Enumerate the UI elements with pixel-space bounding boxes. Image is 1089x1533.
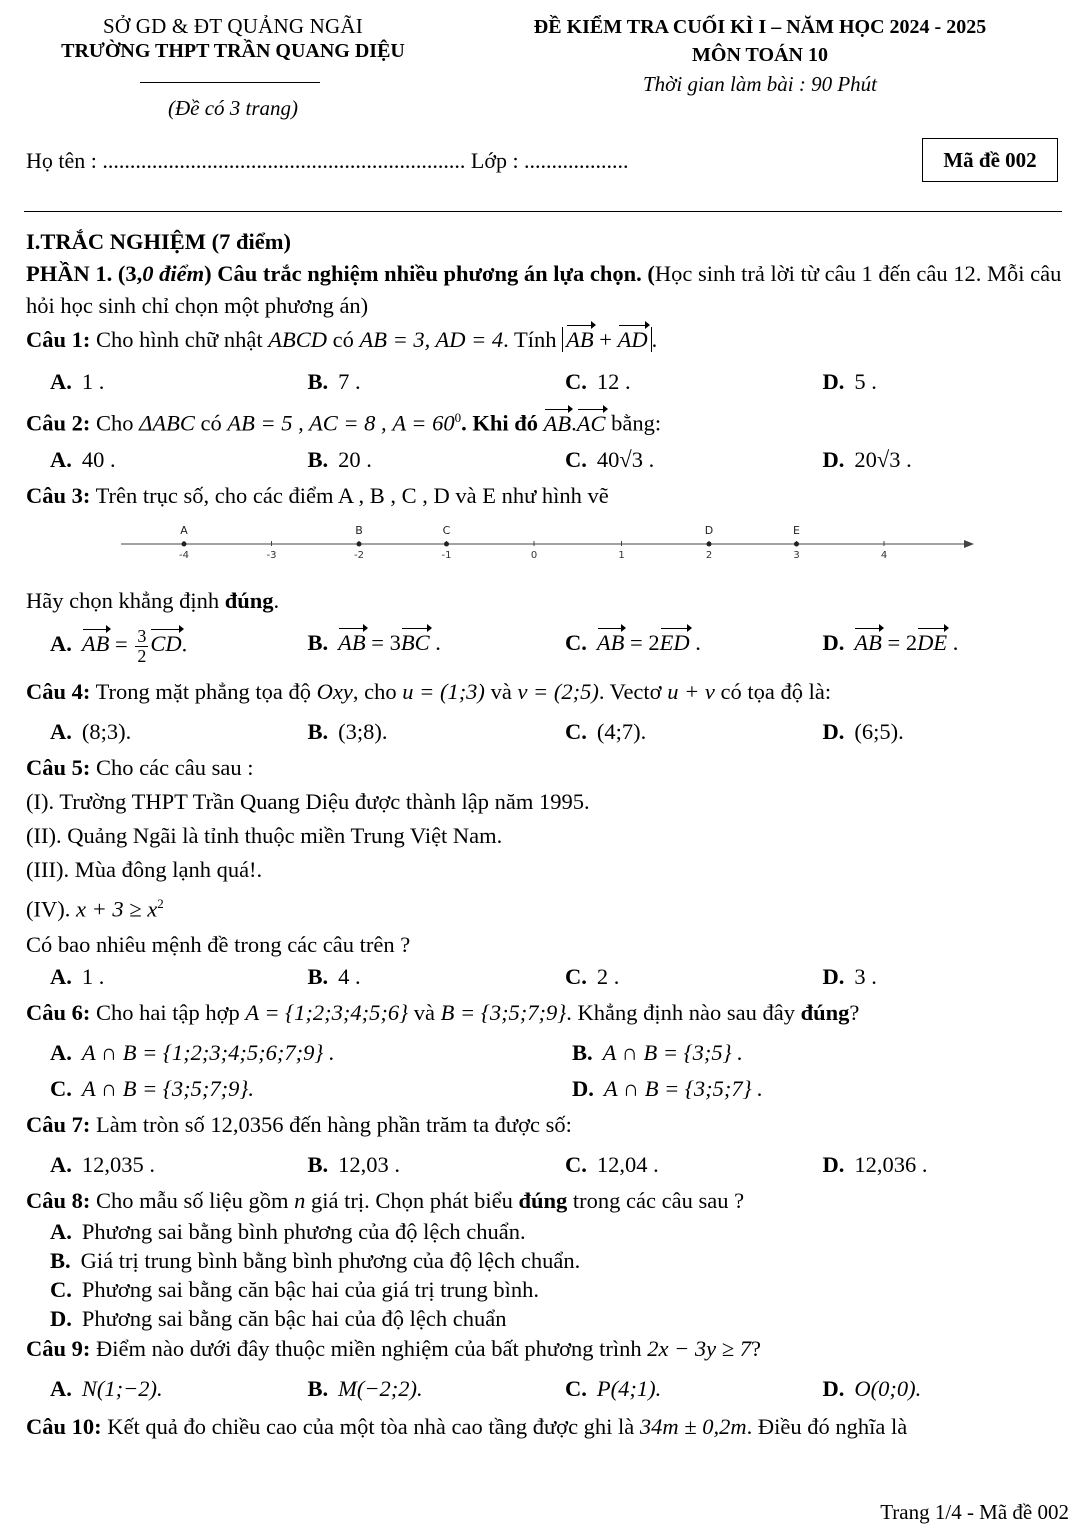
department-name: SỞ GD & ĐT QUẢNG NGÃI: [103, 14, 363, 38]
exam-title: ĐỀ KIỂM TRA CUỐI KÌ I – NĂM HỌC 2024 - 2025: [533, 16, 987, 38]
part1-instructions: [26, 258, 1066, 322]
part1-points: 0 điểm: [142, 261, 205, 286]
math-expression: AB = 5 , AC = 8 ,: [227, 410, 387, 436]
option-a[interactable]: A. AB = $\frac{3}{2}$ CD.: [50, 625, 188, 666]
statement-2: (II). Quảng Ngãi là tỉnh thuộc miền Trung Việt Nam.: [26, 822, 503, 848]
options-q7: [26, 1149, 1066, 1181]
point-label-d: D: [704, 523, 714, 537]
question-label: Câu 9:: [26, 1336, 91, 1361]
question-5: Câu 5: Cho các câu sau :: [26, 754, 254, 780]
number-line-figure: [26, 516, 1066, 564]
option-c[interactable]: C. A ∩ B = {3;5;7;9}.: [50, 1076, 254, 1101]
option-d[interactable]: D. A ∩ B = {3;5;7} .: [572, 1076, 763, 1101]
student-info-line: Họ tên : .................................................................. Lớp : ...................: [26, 148, 629, 173]
option-a[interactable]: A. 1 .: [50, 369, 105, 394]
math-expression: AB = 3, AD = 4: [359, 327, 504, 352]
option-b[interactable]: B. 4 .: [307, 964, 361, 989]
question-label: Câu 8:: [26, 1188, 91, 1213]
part1-note: Học sinh trả lời từ câu 1 đến câu 12. Mỗi câu hỏi học sinh chỉ chọn một phương án): [26, 261, 1062, 318]
point-c: [444, 541, 449, 546]
options-q5: [26, 961, 1066, 993]
option-c[interactable]: C. 2 .: [565, 964, 620, 989]
question-label: Câu 10:: [26, 1414, 102, 1439]
question-9: Câu 9: Điểm nào dưới đây thuộc miền nghiệm của bất phương trình 2x − 3y ≥ 7?: [26, 1336, 761, 1361]
math-expression: ABCD: [268, 327, 327, 352]
tick-label: 0: [530, 549, 538, 561]
question-label: Câu 6:: [26, 1000, 91, 1025]
option-d[interactable]: D. 12,036 .: [822, 1152, 928, 1177]
question-label: Câu 2:: [26, 410, 91, 436]
options-q2: [26, 444, 1066, 476]
option-c[interactable]: C. 40√3 .: [565, 446, 655, 472]
statement-1: (I). Trường THPT Trần Quang Diệu được thành lập năm 1995.: [26, 788, 590, 814]
point-label-e: E: [793, 523, 800, 537]
option-d[interactable]: D. 3 .: [822, 964, 877, 989]
math-expression: ΔABC: [139, 410, 195, 436]
options-q9: [26, 1373, 1066, 1405]
question-label: Câu 4:: [26, 678, 91, 704]
exam-content: [26, 226, 1066, 1443]
point-a: [182, 541, 187, 546]
point-label-c: C: [442, 523, 451, 537]
option-a[interactable]: A. N(1;−2).: [50, 1376, 163, 1401]
question-5-ask: Có bao nhiêu mệnh đề trong các câu trên ?: [26, 932, 411, 957]
tick-label: -3: [266, 549, 277, 561]
option-d[interactable]: D. 20√3 .: [822, 446, 912, 472]
option-c[interactable]: C. AB = 2ED .: [565, 627, 809, 666]
statement-4: (IV). $x + 3 \ge x^2$: [26, 895, 164, 921]
option-d[interactable]: D. (6;5).: [822, 718, 904, 744]
exam-code-box: Mã đề 002: [922, 138, 1058, 182]
vector-sum-magnitude: AB + AD: [562, 327, 651, 352]
question-text: Cho hình chữ nhật: [96, 327, 263, 352]
question-label: Câu 1:: [26, 327, 91, 352]
option-a[interactable]: A. (8;3).: [50, 718, 132, 744]
option-a[interactable]: A. 1 .: [50, 964, 105, 989]
degree-sup: 0: [454, 410, 462, 425]
option-d[interactable]: D. O(0;0).: [822, 1376, 922, 1401]
part1-heading: ) Câu trắc nghiệm nhiều phương án lựa chọn. (: [204, 261, 655, 286]
part1-label: PHẦN 1. (3,: [26, 261, 143, 286]
tick-label: 4: [880, 549, 888, 561]
question-3: [26, 480, 1066, 512]
point-label-a: A: [180, 523, 188, 537]
option-b[interactable]: B. 20 .: [307, 446, 372, 472]
choose-statement: Hãy chọn khẳng định đúng.: [26, 587, 280, 613]
option-a[interactable]: A. 12,035 .: [50, 1152, 155, 1177]
tick-label: 1: [618, 549, 625, 561]
option-b[interactable]: B. 7 .: [307, 369, 361, 394]
option-d[interactable]: D. AB = 2DE .: [823, 627, 1067, 666]
point-d: [707, 541, 712, 546]
option-a[interactable]: A. 40 .: [50, 446, 116, 472]
section-title: I.TRẮC NGHIỆM (7 điểm): [26, 229, 291, 254]
exam-header: [0, 14, 1089, 124]
option-a[interactable]: A. Phương sai bằng bình phương của độ lệch chuẩn.: [50, 1219, 526, 1244]
option-b[interactable]: B. A ∩ B = {3;5} .: [572, 1040, 743, 1065]
option-b[interactable]: B. (3;8).: [307, 718, 388, 744]
page-count-note: (Đề có 3 trang): [167, 96, 299, 120]
options-q6-row2: [26, 1073, 1066, 1105]
header-rule: [24, 211, 1062, 212]
tick-label: 3: [793, 549, 800, 561]
point-e: [794, 541, 799, 546]
header-divider: [140, 82, 320, 83]
question-label: Câu 3:: [26, 482, 91, 508]
question-8: Câu 8: Cho mẫu số liệu gồm n giá trị. Chọn phát biểu đúng trong các câu sau ?: [26, 1188, 745, 1213]
question-4: Câu 4: Trong mặt phẳng tọa độ Oxy, cho u = (1;3) và v = (2;5). Vectơ u + v có tọa độ là:: [26, 678, 832, 704]
question-text: Cho: [96, 410, 134, 436]
school-name: TRƯỜNG THPT TRẦN QUANG DIỆU: [61, 40, 405, 62]
question-2: Câu 2: Cho ΔABC có AB = 5 , AC = 8 , $A = 60^0$. Khi đó AB.AC bằng:: [26, 402, 1066, 440]
question-text: . Tính: [503, 327, 557, 352]
subject-title: MÔN TOÁN 10: [692, 44, 828, 66]
tick-label: -2: [354, 549, 364, 561]
tick-label: -1: [441, 549, 452, 561]
question-text: bằng:: [611, 410, 662, 436]
question-text: có: [332, 327, 354, 352]
options-q6-row1: [26, 1037, 1066, 1069]
option-d[interactable]: D. 5 .: [822, 369, 877, 394]
option-a[interactable]: A. A ∩ B = {1;2;3;4;5;6;7;9} .: [50, 1040, 335, 1065]
tick-label: 2: [705, 549, 713, 561]
angle-expression: A = 60: [392, 410, 455, 436]
question-10: Câu 10: Kết quả đo chiều cao của một tòa nhà cao tầng được ghi là 34m ± 0,2m. Điều đó nghĩa là: [26, 1414, 908, 1439]
point-b: [357, 541, 362, 546]
options-q1: [26, 366, 1066, 398]
question-6: Câu 6: Cho hai tập hợp A = {1;2;3;4;5;6} và B = {3;5;7;9}. Khẳng định nào sau đây đúng?: [26, 1000, 860, 1025]
question-text: Trên trục số, cho các điểm A , B , C , D và E như hình vẽ: [95, 482, 609, 508]
question-label: Câu 5:: [26, 754, 91, 780]
option-d[interactable]: D. Phương sai bằng căn bậc hai của độ lệch chuẩn: [50, 1306, 507, 1331]
option-b[interactable]: B. AB = 3BC .: [308, 627, 552, 666]
tick-label: -4: [179, 549, 189, 561]
option-c[interactable]: C. P(4;1).: [565, 1376, 662, 1401]
question-text: . Khi đó: [461, 410, 538, 436]
option-c[interactable]: C. (4;7).: [565, 718, 647, 744]
page-footer: Trang 1/4 - Mã đề 002: [880, 1500, 1069, 1524]
axis-arrow-icon: [964, 540, 974, 548]
option-c[interactable]: C. Phương sai bằng căn bậc hai của giá trị trung bình.: [50, 1277, 539, 1302]
option-c[interactable]: C. 12 .: [565, 369, 631, 394]
exam-duration: Thời gian làm bài : 90 Phút: [642, 72, 878, 96]
option-c[interactable]: C. 12,04 .: [565, 1152, 659, 1177]
statement-3: (III). Mùa đông lạnh quá!.: [26, 856, 263, 882]
options-q4: [26, 716, 1066, 748]
question-label: Câu 7:: [26, 1112, 91, 1137]
point-label-b: B: [355, 523, 363, 537]
option-b[interactable]: B. 12,03 .: [307, 1152, 401, 1177]
question-7: Câu 7: Làm tròn số 12,0356 đến hàng phần trăm ta được số:: [26, 1112, 572, 1137]
option-b[interactable]: B. M(−2;2).: [307, 1376, 423, 1401]
question-text: có: [200, 410, 222, 436]
option-b[interactable]: B. Giá trị trung bình bằng bình phương của độ lệch chuẩn.: [50, 1248, 581, 1273]
options-q3: [26, 627, 1066, 666]
question-1: Câu 1: Cho hình chữ nhật ABCD có AB = 3, AD = 4. Tính AB + AD .: [26, 324, 1066, 356]
